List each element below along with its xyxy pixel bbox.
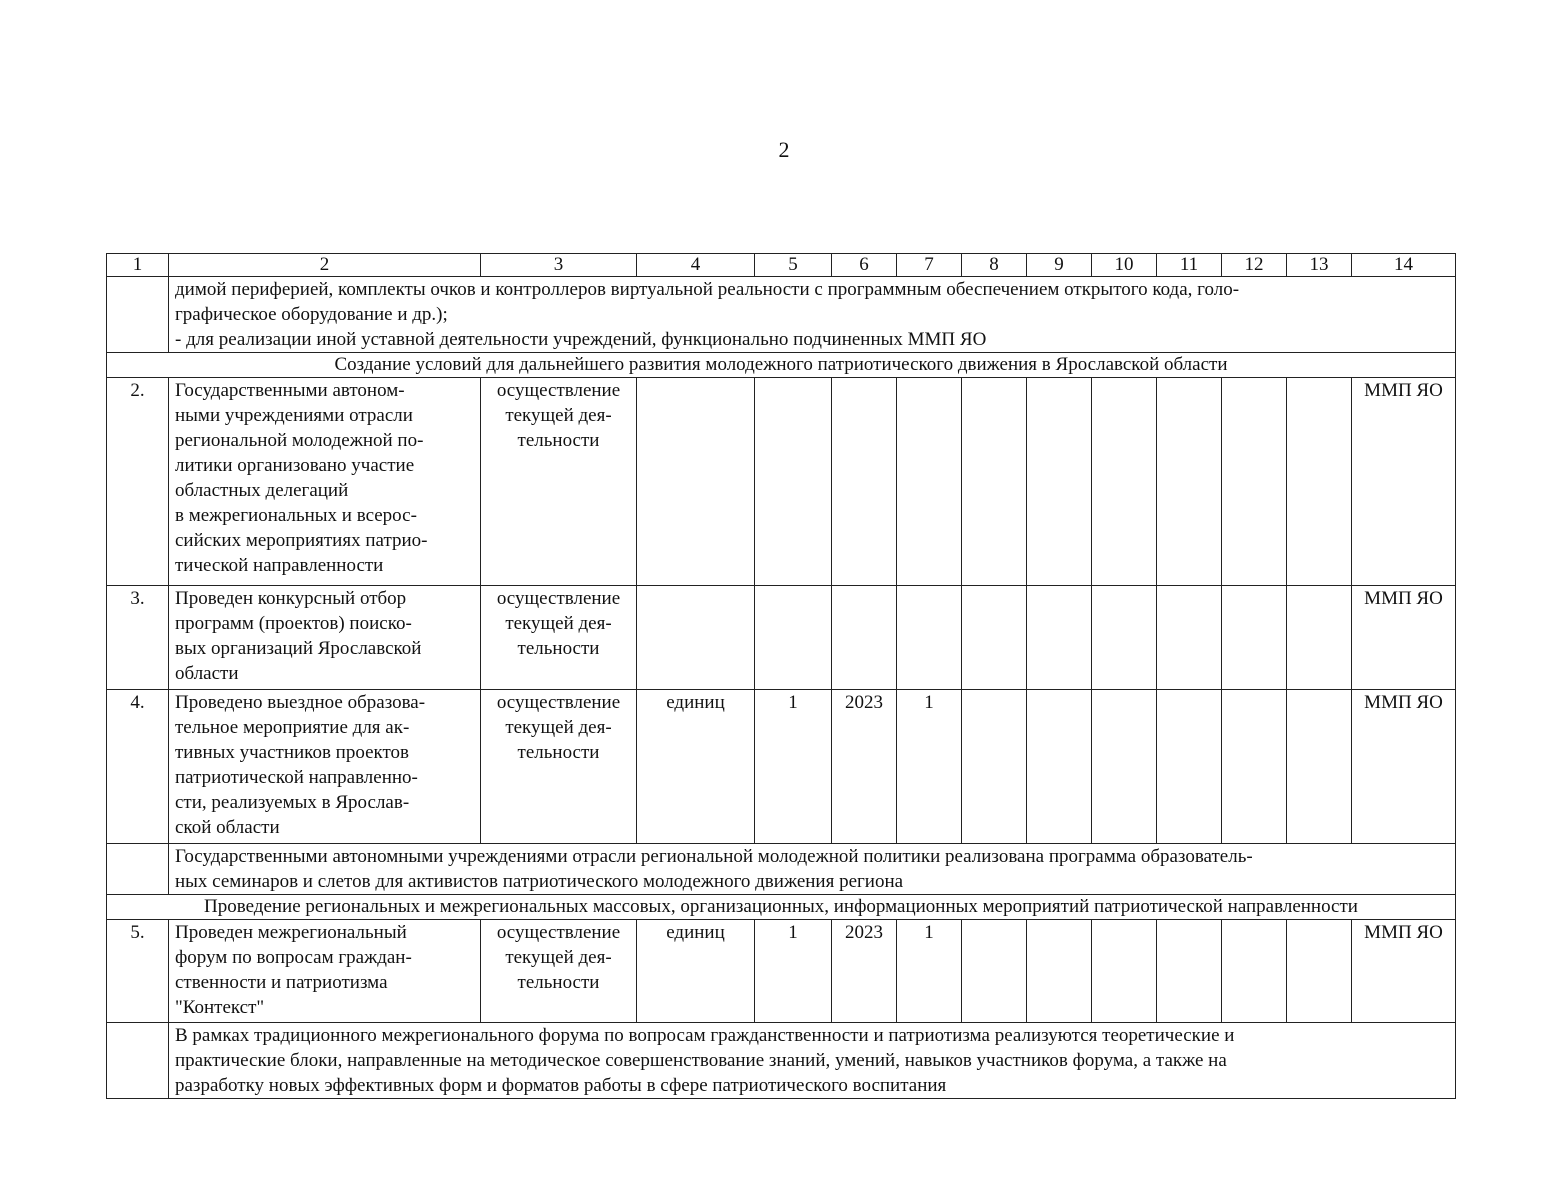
text-line: текущей дея- bbox=[505, 613, 612, 634]
responsible: ММП ЯО bbox=[1352, 920, 1456, 1023]
text-line: Проведен конкурсный отбор bbox=[175, 588, 407, 609]
empty-cell bbox=[1222, 586, 1287, 690]
text-line: - для реализации иной уставной деятельности учреждений, функционально подчиненных ММП ЯО bbox=[175, 329, 987, 350]
column-number: 9 bbox=[1027, 254, 1092, 277]
text-line: тивных участников проектов bbox=[175, 742, 410, 763]
page-number: 2 bbox=[778, 137, 790, 162]
note-row bbox=[107, 1023, 1456, 1099]
empty-cell bbox=[1157, 920, 1222, 1023]
column-number: 6 bbox=[832, 254, 897, 277]
row-number: 4. bbox=[107, 690, 169, 844]
empty-cell bbox=[832, 378, 897, 586]
text-line: патриотической направленно- bbox=[175, 767, 418, 788]
empty-cell bbox=[1222, 690, 1287, 844]
text-line: осуществление bbox=[496, 380, 621, 401]
result-type bbox=[481, 378, 637, 586]
empty-cell bbox=[1027, 690, 1092, 844]
empty-cell bbox=[962, 920, 1027, 1023]
target-value: 1 bbox=[897, 920, 962, 1023]
section-heading-row bbox=[107, 353, 1456, 378]
text-line: областных делегаций bbox=[175, 480, 349, 501]
empty-cell bbox=[1027, 920, 1092, 1023]
text-line: региональной молодежной по- bbox=[175, 430, 424, 451]
text-line: В рамках традиционного межрегионального форума по вопросам гражданственности и патриотизма реализуются теоретические и bbox=[175, 1025, 1235, 1046]
text-line: текущей дея- bbox=[505, 405, 612, 426]
table-row bbox=[107, 690, 1456, 844]
column-number: 4 bbox=[637, 254, 755, 277]
text-line: тельности bbox=[517, 430, 600, 451]
text-line: программ (проектов) поиско- bbox=[175, 613, 412, 634]
column-number: 7 bbox=[897, 254, 962, 277]
empty-cell bbox=[962, 378, 1027, 586]
empty-cell bbox=[637, 586, 755, 690]
text-line: ными учреждениями отрасли bbox=[175, 405, 413, 426]
continuation-text bbox=[169, 277, 1456, 353]
empty-cell bbox=[897, 378, 962, 586]
year: 2023 bbox=[832, 690, 897, 844]
column-number-row bbox=[107, 254, 1456, 277]
empty-cell bbox=[1157, 378, 1222, 586]
empty-cell bbox=[897, 586, 962, 690]
result-description bbox=[169, 586, 481, 690]
text-line: тельности bbox=[517, 638, 600, 659]
column-number: 1 bbox=[107, 254, 169, 277]
responsible: ММП ЯО bbox=[1352, 690, 1456, 844]
result-description bbox=[169, 920, 481, 1023]
empty-cell bbox=[1027, 586, 1092, 690]
text-line: Проведен межрегиональный bbox=[175, 922, 407, 943]
empty-cell bbox=[1092, 586, 1157, 690]
empty-cell bbox=[832, 586, 897, 690]
text-line: вых организаций Ярославской bbox=[175, 638, 422, 659]
empty-cell bbox=[1027, 378, 1092, 586]
text-line: Государственными автономными учреждениями отрасли региональной молодежной политики реализована программа образователь- bbox=[175, 846, 1253, 867]
row-number: 5. bbox=[107, 920, 169, 1023]
text-line: области bbox=[175, 663, 239, 684]
empty-cell bbox=[1287, 920, 1352, 1023]
empty-cell bbox=[755, 586, 832, 690]
text-line: тической направленности bbox=[175, 555, 384, 576]
empty-cell bbox=[1287, 378, 1352, 586]
row-number: 2. bbox=[107, 378, 169, 586]
note-row bbox=[107, 844, 1456, 895]
empty-cell bbox=[637, 378, 755, 586]
text-line: ных семинаров и слетов для активистов патриотического молодежного движения региона bbox=[175, 871, 904, 892]
table-row bbox=[107, 586, 1456, 690]
empty-cell bbox=[107, 1023, 169, 1099]
empty-cell bbox=[1157, 690, 1222, 844]
result-description bbox=[169, 378, 481, 586]
base-value: 1 bbox=[755, 690, 832, 844]
column-number: 5 bbox=[755, 254, 832, 277]
empty-cell bbox=[1287, 690, 1352, 844]
empty-cell bbox=[107, 844, 169, 895]
result-type bbox=[481, 586, 637, 690]
empty-cell bbox=[1287, 586, 1352, 690]
text-line: сти, реализуемых в Ярослав- bbox=[175, 792, 410, 813]
column-number: 14 bbox=[1352, 254, 1456, 277]
column-number: 11 bbox=[1157, 254, 1222, 277]
section-heading: Проведение региональных и межрегиональных массовых, организационных, информационных мероприятий патриотической направленности bbox=[107, 895, 1456, 920]
empty-cell bbox=[1222, 378, 1287, 586]
text-line: тельное мероприятие для ак- bbox=[175, 717, 410, 738]
empty-cell bbox=[107, 277, 169, 353]
text-line: форум по вопросам граждан- bbox=[175, 947, 412, 968]
column-number: 10 bbox=[1092, 254, 1157, 277]
column-number: 2 bbox=[169, 254, 481, 277]
text-line: ственности и патриотизма bbox=[175, 972, 388, 993]
empty-cell bbox=[1157, 586, 1222, 690]
column-number: 8 bbox=[962, 254, 1027, 277]
section-heading: Создание условий для дальнейшего развития молодежного патриотического движения в Ярославской области bbox=[107, 353, 1456, 378]
note-text bbox=[169, 1023, 1456, 1099]
column-number: 3 bbox=[481, 254, 637, 277]
section-heading-row bbox=[107, 895, 1456, 920]
table-row bbox=[107, 920, 1456, 1023]
unit: единиц bbox=[637, 690, 755, 844]
empty-cell bbox=[1092, 920, 1157, 1023]
continuation-row bbox=[107, 277, 1456, 353]
empty-cell bbox=[755, 378, 832, 586]
result-description bbox=[169, 690, 481, 844]
row-number: 3. bbox=[107, 586, 169, 690]
empty-cell bbox=[962, 586, 1027, 690]
text-line: осуществление bbox=[496, 588, 621, 609]
note-text bbox=[169, 844, 1456, 895]
text-line: разработку новых эффективных форм и форматов работы в сфере патриотического воспитания bbox=[175, 1075, 947, 1096]
text-line: димой периферией, комплекты очков и контроллеров виртуальной реальности с программным обеспечением открытого кода, голо- bbox=[175, 279, 1240, 300]
text-line: литики организовано участие bbox=[175, 455, 415, 476]
text-line: Проведено выездное образова- bbox=[175, 692, 426, 713]
year: 2023 bbox=[832, 920, 897, 1023]
base-value: 1 bbox=[755, 920, 832, 1023]
text-line: текущей дея- bbox=[505, 717, 612, 738]
text-line: графическое оборудование и др.); bbox=[175, 304, 448, 325]
text-line: осуществление bbox=[496, 922, 621, 943]
empty-cell bbox=[1092, 378, 1157, 586]
text-line: Государственными автоном- bbox=[175, 380, 405, 401]
text-line: тельности bbox=[517, 742, 600, 763]
result-type bbox=[481, 690, 637, 844]
text-line: ской области bbox=[175, 817, 280, 838]
target-value: 1 bbox=[897, 690, 962, 844]
table-row bbox=[107, 378, 1456, 586]
text-line: практические блоки, направленные на методическое совершенствование знаний, умений, навыков участников форума, а также на bbox=[175, 1050, 1227, 1071]
text-line: текущей дея- bbox=[505, 947, 612, 968]
text-line: осуществление bbox=[496, 692, 621, 713]
text-line: в межрегиональных и всерос- bbox=[175, 505, 417, 526]
empty-cell bbox=[962, 690, 1027, 844]
result-type bbox=[481, 920, 637, 1023]
responsible: ММП ЯО bbox=[1352, 378, 1456, 586]
empty-cell bbox=[1222, 920, 1287, 1023]
unit: единиц bbox=[637, 920, 755, 1023]
column-number: 13 bbox=[1287, 254, 1352, 277]
empty-cell bbox=[1092, 690, 1157, 844]
plan-table bbox=[106, 253, 1456, 1099]
responsible: ММП ЯО bbox=[1352, 586, 1456, 690]
text-line: тельности bbox=[517, 972, 600, 993]
column-number: 12 bbox=[1222, 254, 1287, 277]
text-line: "Контекст" bbox=[175, 997, 265, 1018]
text-line: сийских мероприятиях патрио- bbox=[175, 530, 428, 551]
